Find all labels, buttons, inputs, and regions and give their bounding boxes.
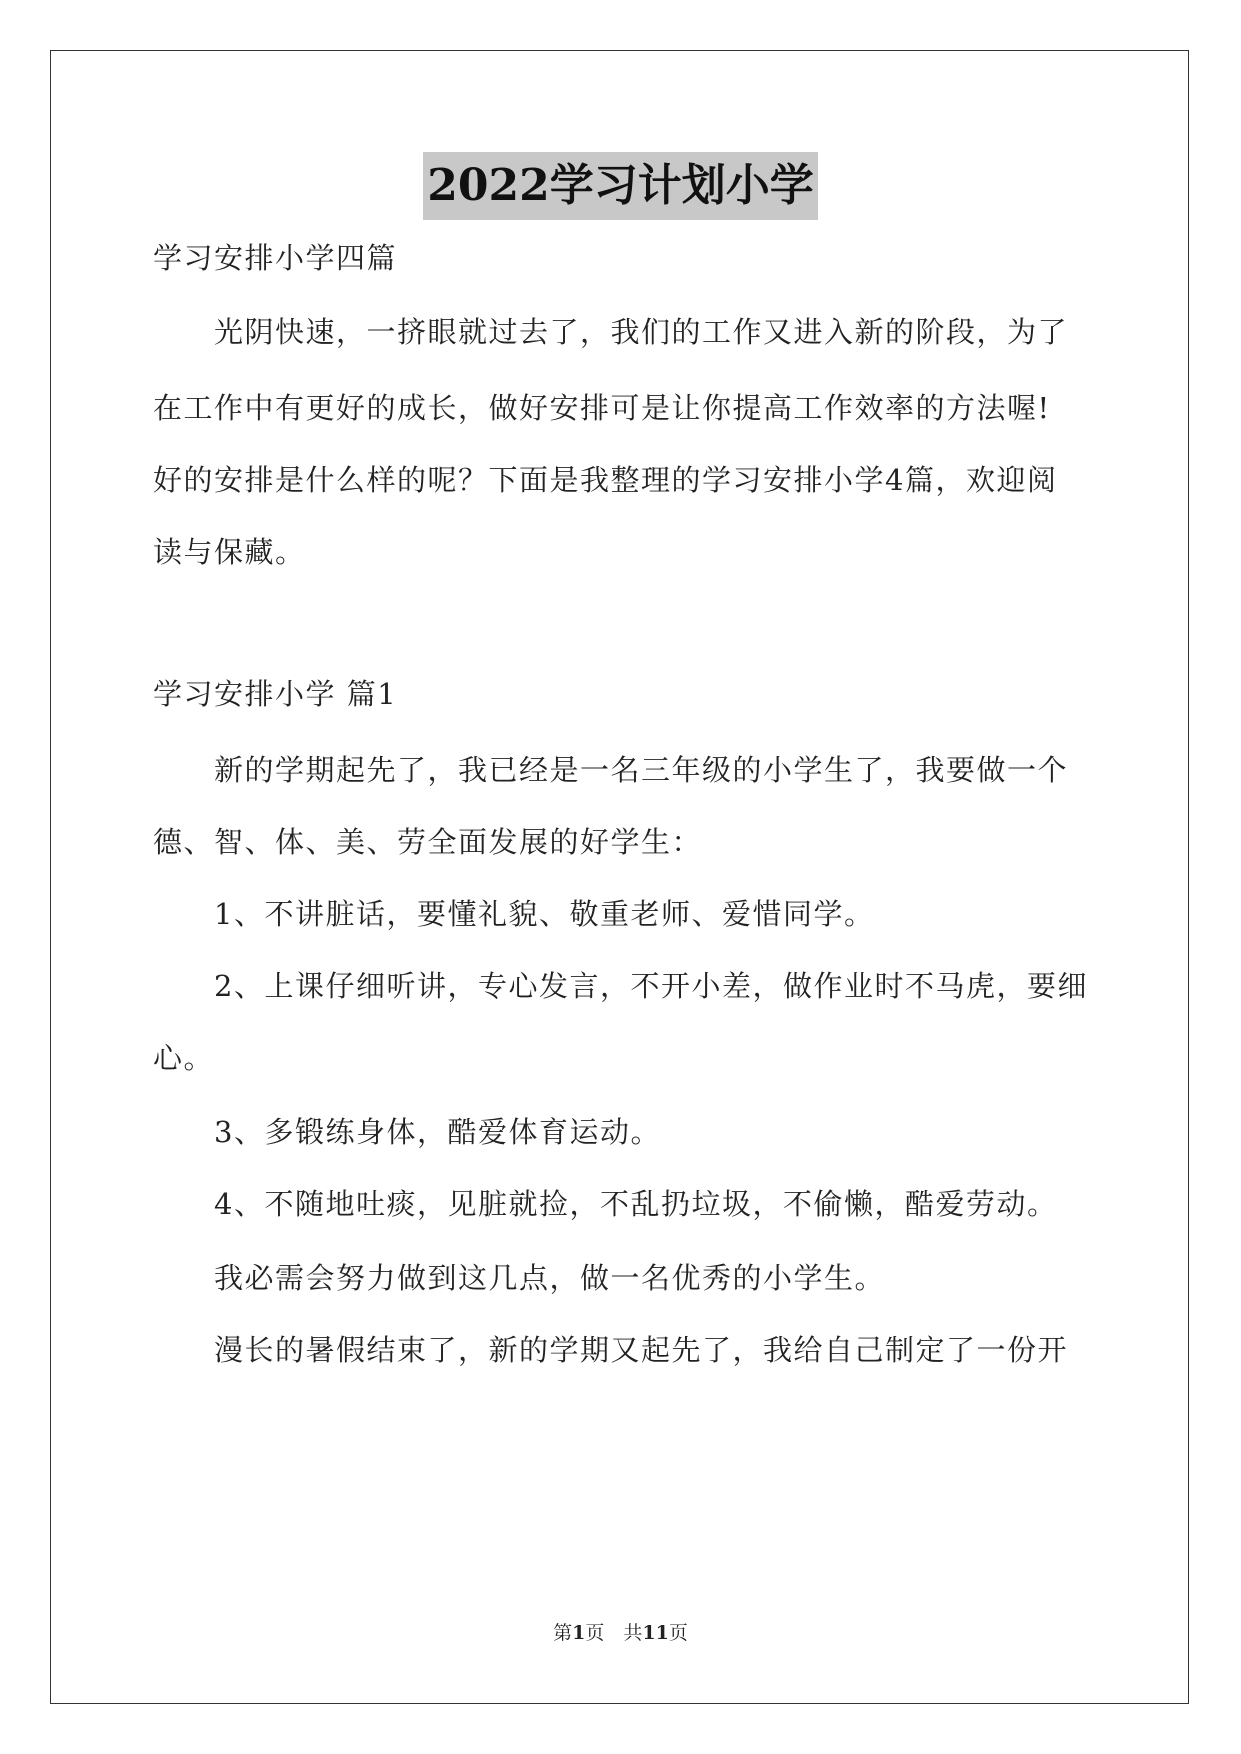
paragraph-line: 新的学期起先了，我已经是一名三年级的小学生了，我要做一个: [214, 753, 1069, 787]
paragraph-line: 好的安排是什么样的呢？下面是我整理的学习安排小学4篇，欢迎阅: [153, 463, 1058, 497]
paragraph-line: 光阴快速，一挤眼就过去了，我们的工作又进入新的阶段，为了: [214, 315, 1069, 349]
page-mid: 页 共: [585, 1622, 643, 1644]
list-item: 4、不随地吐痰，见脏就捡，不乱扔垃圾，不偷懒，酷爱劳动。: [214, 1187, 1058, 1221]
paragraph-line: 在工作中有更好的成长，做好安排可是让你提高工作效率的方法喔!: [153, 391, 1051, 425]
page-footer: [0, 1618, 1241, 1645]
paragraph-line: 德、智、体、美、劳全面发展的好学生：: [153, 825, 703, 859]
section-heading: 学习安排小学四篇: [153, 241, 398, 275]
page-current: 1: [572, 1622, 586, 1644]
document-title-text: 2022学习计划小学: [423, 152, 817, 220]
section-heading: 学习安排小学 篇1: [153, 677, 398, 711]
list-item: 3、多锻练身体，酷爱体育运动。: [214, 1115, 661, 1149]
paragraph-line: 我必需会努力做到这几点，做一名优秀的小学生。: [214, 1261, 886, 1295]
list-item: 2、上课仔细听讲，专心发言，不开小差，做作业时不马虎，要细: [214, 969, 1088, 1003]
page-prefix: 第: [553, 1622, 573, 1644]
paragraph-line: 心。: [153, 1041, 215, 1075]
page-border: [50, 50, 1189, 1704]
document-title: [0, 152, 1241, 220]
paragraph-line: 漫长的暑假结束了，新的学期又起先了，我给自己制定了一份开: [214, 1333, 1069, 1367]
page-total: 11: [642, 1622, 669, 1644]
list-item: 1、不讲脏话，要懂礼貌、敬重老师、爱惜同学。: [214, 897, 875, 931]
paragraph-line: 读与保藏。: [153, 535, 306, 569]
page-suffix: 页: [668, 1622, 688, 1644]
